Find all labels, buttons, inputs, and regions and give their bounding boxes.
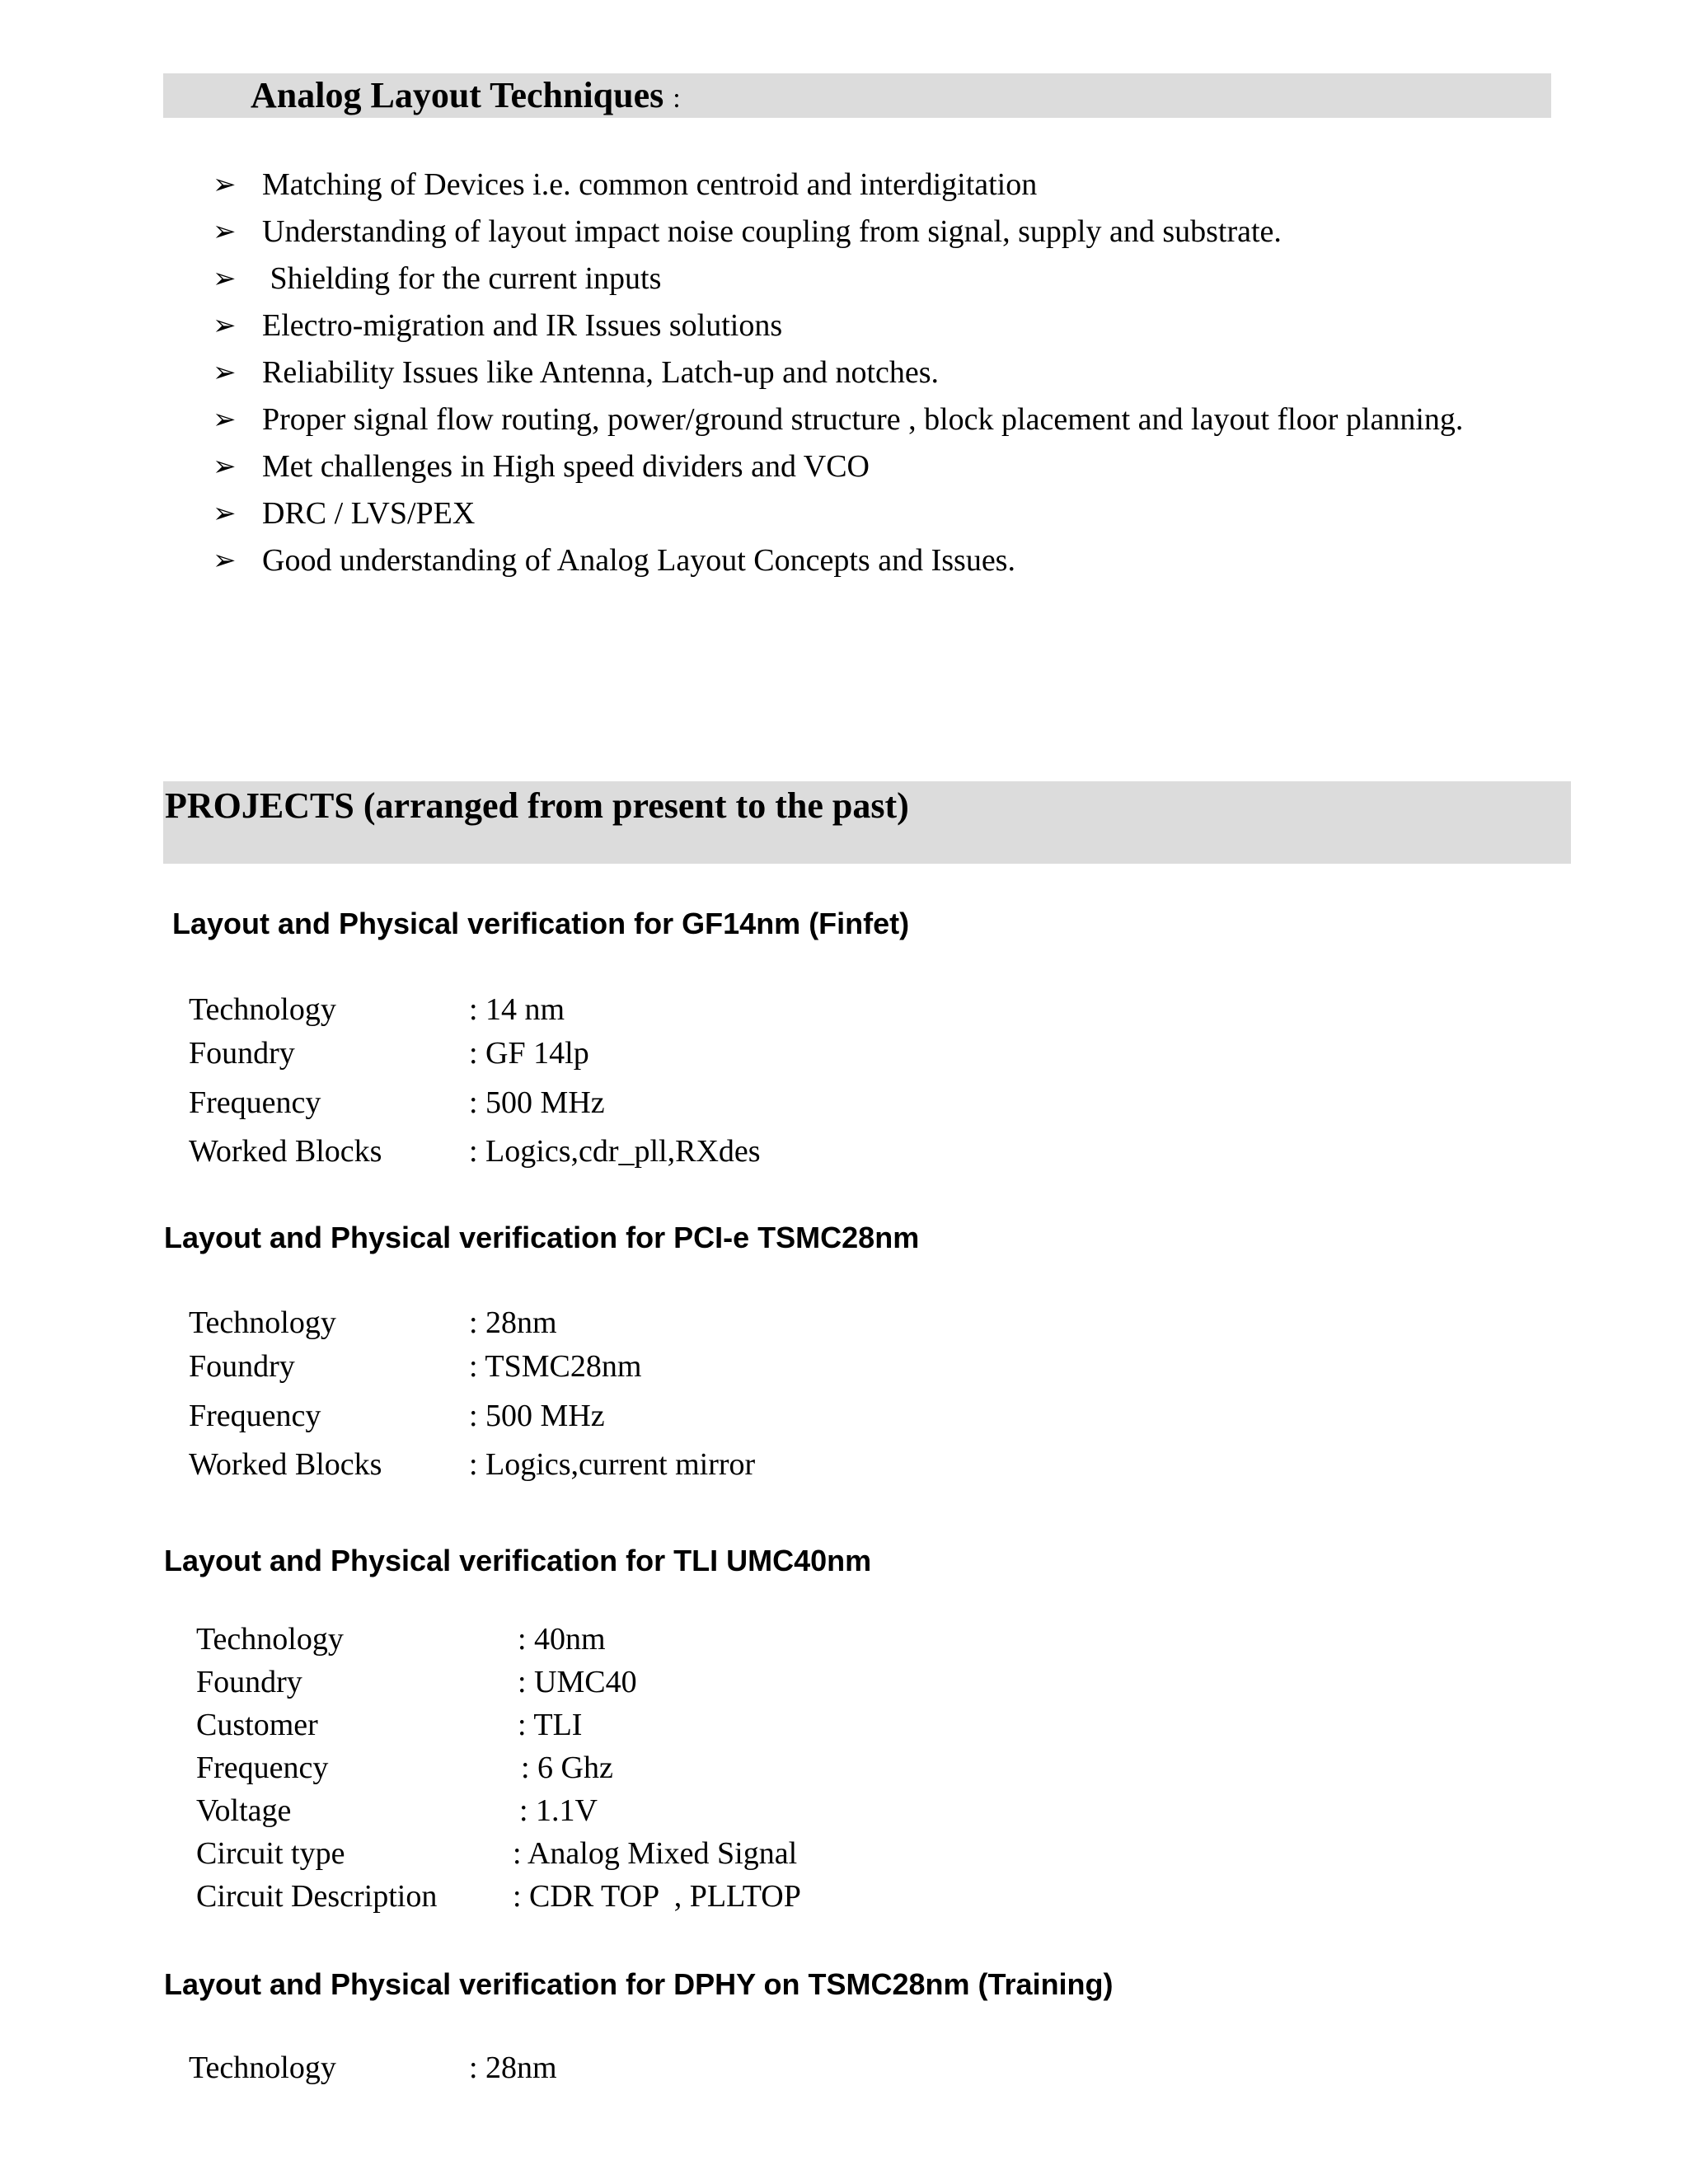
list-item: ➢ DRC / LVS/PEX (213, 490, 1463, 537)
project-heading-tli-umc40nm: Layout and Physical verification for TLI UMC40nm (164, 1544, 872, 1577)
list-item: ➢ Understanding of layout impact noise coupling from signal, supply and substrate. (213, 208, 1463, 255)
list-item: ➢ Electro-migration and IR Issues solutions (213, 302, 1463, 349)
analog-title-text: Analog Layout Techniques (251, 75, 664, 115)
arrow-bullet-icon: ➢ (213, 543, 237, 577)
list-item: ➢ Met challenges in High speed dividers and VCO (213, 443, 1463, 490)
arrow-bullet-icon: ➢ (213, 167, 237, 201)
arrow-bullet-icon: ➢ (213, 355, 237, 389)
list-item: ➢ Proper signal flow routing, power/ground structure , block placement and layout floor planning. (213, 396, 1463, 443)
analog-section-banner (163, 73, 1551, 118)
arrow-bullet-icon: ➢ (213, 214, 237, 248)
project-heading-gf14nm: Layout and Physical verification for GF14nm (Finfet) (172, 907, 910, 940)
list-item: ➢ Reliability Issues like Antenna, Latch-up and notches. (213, 349, 1463, 396)
arrow-bullet-icon: ➢ (213, 261, 237, 295)
arrow-bullet-icon: ➢ (213, 402, 237, 436)
list-item: ➢ Shielding for the current inputs (213, 255, 1463, 302)
analog-section-title (251, 75, 681, 120)
analog-bullet-list (213, 161, 1463, 583)
arrow-bullet-icon: ➢ (213, 496, 237, 530)
arrow-bullet-icon: ➢ (213, 449, 237, 483)
list-item: ➢ Matching of Devices i.e. common centroid and interdigitation (213, 161, 1463, 208)
projects-section-title: PROJECTS (arranged from present to the past) (165, 785, 909, 826)
list-item: ➢ Good understanding of Analog Layout Concepts and Issues. (213, 537, 1463, 583)
analog-title-colon: : (673, 83, 681, 114)
project-heading-dphy-tsmc28nm: Layout and Physical verification for DPHY on TSMC28nm (Training) (164, 1967, 1114, 2001)
arrow-bullet-icon: ➢ (213, 308, 237, 342)
projects-section-banner (163, 781, 1571, 864)
project-heading-pcie-tsmc28nm: Layout and Physical verification for PCI-e TSMC28nm (164, 1221, 920, 1254)
